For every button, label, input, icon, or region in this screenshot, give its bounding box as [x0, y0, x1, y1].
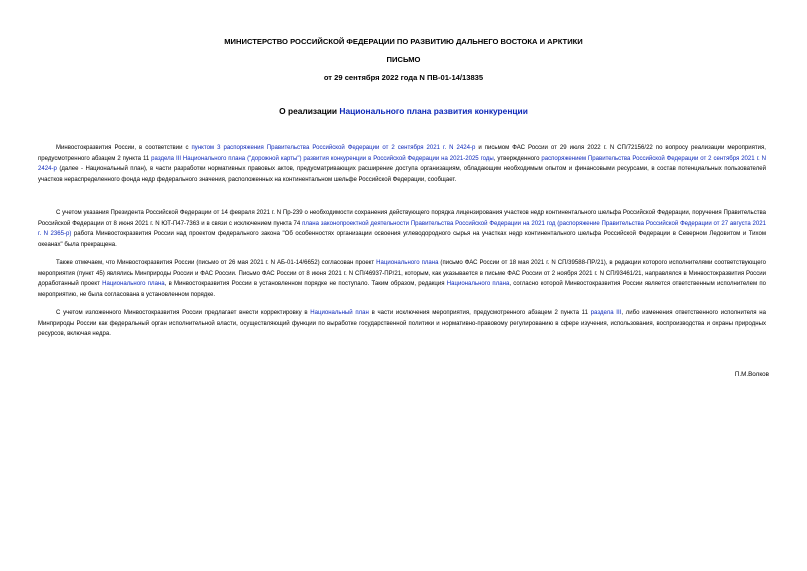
ministry-title: МИНИСТЕРСТВО РОССИЙСКОЙ ФЕДЕРАЦИИ ПО РАЗВИТИЮ ДАЛЬНЕГО ВОСТОКА И АРКТИКИ: [224, 37, 583, 46]
link-section-3[interactable]: раздела III: [590, 310, 622, 316]
link-order-point-3[interactable]: пунктом 3 распоряжения Правительства Российской Федерации от 2 сентября 2021 г. N 2424-р: [191, 145, 476, 151]
document-date-number: от 29 сентября 2022 года N ПВ-01-14/13835: [323, 73, 484, 82]
link-order-2365[interactable]: (распоряжение Правительства Российской Федерации от 27 августа 2021 г. N 2365-р): [38, 220, 766, 237]
paragraph-3-text-3: , в Минвостокразвития России в установленном порядке не поступало. Таким образом, редакция: [164, 281, 447, 287]
paragraph-3-text-4: , согласно которой Минвостокразвития России является ответственным исполнителем по мероприятию, не была согласована в установленном порядке.: [38, 281, 766, 298]
paragraph-2: [38, 208, 766, 250]
signature: П.М.Волков: [734, 371, 769, 378]
link-national-plan-title[interactable]: Национального плана развития конкуренции: [339, 106, 528, 116]
subject-prefix: О реализации: [279, 106, 340, 116]
paragraph-4: [38, 308, 766, 340]
link-order-2424[interactable]: распоряжением Правительства Российской Федерации от 2 сентября 2021 г. N 2424-р: [38, 155, 767, 172]
paragraph-1-text-2: и письмом ФАС России от 29 июля 2022 г. N СП/72156/22 по вопросу реализации мероприятия, предусмотренного абзацем 2 пункта 11: [38, 145, 766, 162]
link-section-3-roadmap[interactable]: раздела III Национального плана ("дорожной карты") развития конкуренции в Российской Федерации на 2021-2025 годы: [151, 155, 494, 162]
paragraph-3: [38, 258, 766, 300]
document-type: ПИСЬМО: [386, 55, 421, 64]
paragraph-4-text-1: С учетом изложенного Минвостокразвития России предлагает внести корректировку в: [56, 310, 311, 316]
paragraph-3-text-1: Также отмечаем, что Минвостокразвития России (письмо от 26 мая 2021 г. N АБ-01-14/6652) согласован проект: [56, 260, 377, 266]
paragraph-2-text-1: С учетом указания Президента Российской Федерации от 14 февраля 2021 г. N Пр-239 о необходимости сохранения действующего порядка лицензирования участков недр континентального шельфа Российской Федерации, поручения Правительства Российской Федерации от 8 июня 2021 г. N ЮТ-П47-7363 и в связи с исключением пункта 74: [38, 210, 766, 227]
document-subject: [0, 106, 807, 116]
link-legislative-plan-2021[interactable]: плана законопроектной деятельности Правительства Российской Федерации на 2021 год: [302, 220, 556, 227]
paragraph-4-text-3: , либо изменения ответственного исполнителя на Минприроды России как федеральный орган исполнительной власти, осуществляющий функции по выработке государственной политики и нормативно-правовому регулированию в сфере изучения, использования, воспроизводства и охраны природных ресурсов, включая недра.: [38, 310, 766, 337]
paragraph-1-text-3: , утвержденного: [493, 155, 542, 162]
paragraph-2-text-3: работа Минвостокразвития России над проектом федерального закона "Об особенностях организации освоения углеводородного сырья на участках недр континентального шельфа Российской Федерации в Северном Ледовитом и Тихом океанах" была прекращена.: [38, 231, 767, 248]
link-national-plan-1[interactable]: Национального плана: [376, 260, 439, 266]
paragraph-3-text-2: (письмо ФАС России от 18 мая 2021 г. N СП/39588-ПР/21), в редакции которого исполнителями соответствующего мероприятия (пункт 45) являлись Минприроды России и ФАС России. Письмо ФАС России от 8 июня 2021 г. N СП/46937-ПР/21, которым, как указывается в письме ФАС России от 2 ноября 2021 г. N СП/93461/21, направлялся в Минвостокразвития России доработанный проект: [38, 260, 766, 287]
paragraph-1: [38, 143, 766, 185]
paragraph-4-text-2: в части исключения мероприятия, предусмотренного абзацем 2 пункта 11: [368, 310, 591, 316]
paragraph-1-text-4: (далее - Национальный план), в части разработки нормативных правовых актов, предусматривающих расширение доступа организациям, обладающим необходимым опытом и финансовыми ресурсами, в состав потенциальных пользователей участков нераспределенного фонда недр федерального значения, расположенных на континентальном шельфе Российской Федерации, сообщает.: [38, 166, 766, 183]
link-national-plan-4[interactable]: Национальный план: [310, 310, 369, 316]
paragraph-1-text-1: Минвостокразвития России, в соответствии с: [56, 145, 192, 151]
link-national-plan-3[interactable]: Национального плана: [446, 281, 510, 287]
link-national-plan-2[interactable]: Национального плана: [102, 281, 165, 287]
